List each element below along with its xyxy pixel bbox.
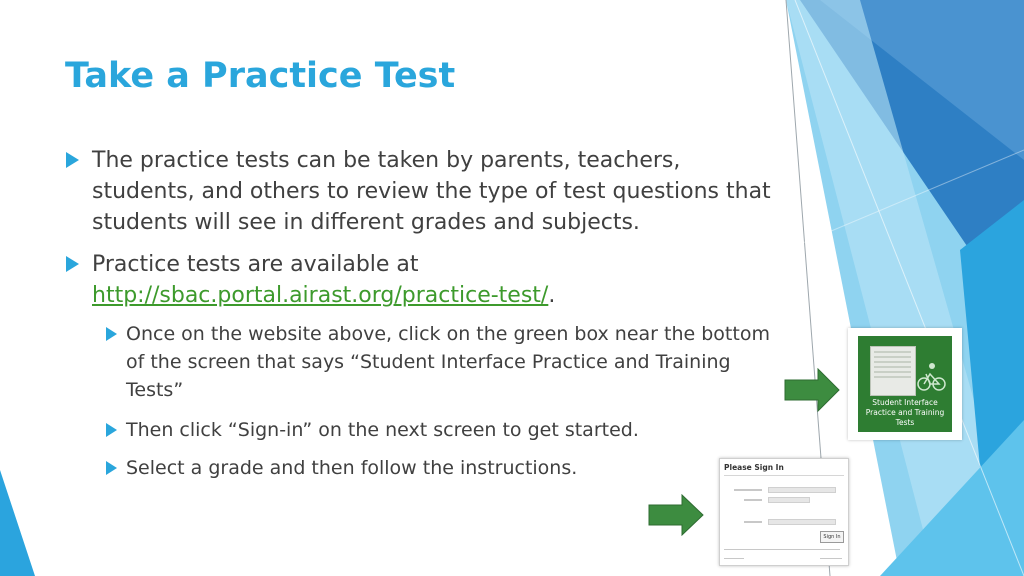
bullet-text-end: . <box>548 283 556 308</box>
bullet-arrow-icon <box>66 152 79 168</box>
green-box-label: Student Interface Practice and Training Tests <box>865 398 945 427</box>
right-arrow-icon <box>784 368 840 412</box>
bullet-item <box>92 249 772 311</box>
field-label <box>734 489 762 491</box>
sign-in-screenshot <box>719 458 849 566</box>
input-field <box>768 497 810 503</box>
input-field <box>768 519 836 525</box>
sub-bullet-arrow-icon <box>106 461 117 475</box>
sign-in-title: Please Sign In <box>724 463 784 472</box>
sub-bullet-arrow-icon <box>106 423 117 437</box>
bullet-text: Practice tests are available at <box>92 252 419 277</box>
input-field <box>768 487 836 493</box>
practice-test-link[interactable]: http://sbac.portal.airast.org/practice-test/ <box>92 283 549 308</box>
bullet-item: The practice tests can be taken by parents, teachers, students, and others to review the type of test questions that students will see in different grades and subjects. <box>92 148 771 235</box>
footer-text <box>724 558 744 559</box>
sub-bullet-item: Select a grade and then follow the instructions. <box>126 457 578 479</box>
right-arrow-icon <box>648 494 704 536</box>
sign-in-button: Sign In <box>820 531 844 543</box>
divider <box>724 475 844 476</box>
green-box <box>858 336 952 432</box>
screen-preview <box>870 346 916 396</box>
bicycle-icon <box>916 360 946 394</box>
field-label <box>744 499 762 501</box>
footer-text <box>820 558 842 559</box>
slide-title: Take a Practice Test <box>65 56 456 96</box>
field-label <box>744 521 762 523</box>
student-interface-thumbnail <box>848 328 962 440</box>
sub-bullet-item: Once on the website above, click on the green box near the bottom of the screen that says “Student Interface Practice and Training Tests” <box>126 323 770 401</box>
sub-bullet-item: Then click “Sign-in” on the next screen to get started. <box>126 419 639 441</box>
bullet-arrow-icon <box>66 256 79 272</box>
footer-text <box>724 549 840 550</box>
sub-bullet-arrow-icon <box>106 327 117 341</box>
